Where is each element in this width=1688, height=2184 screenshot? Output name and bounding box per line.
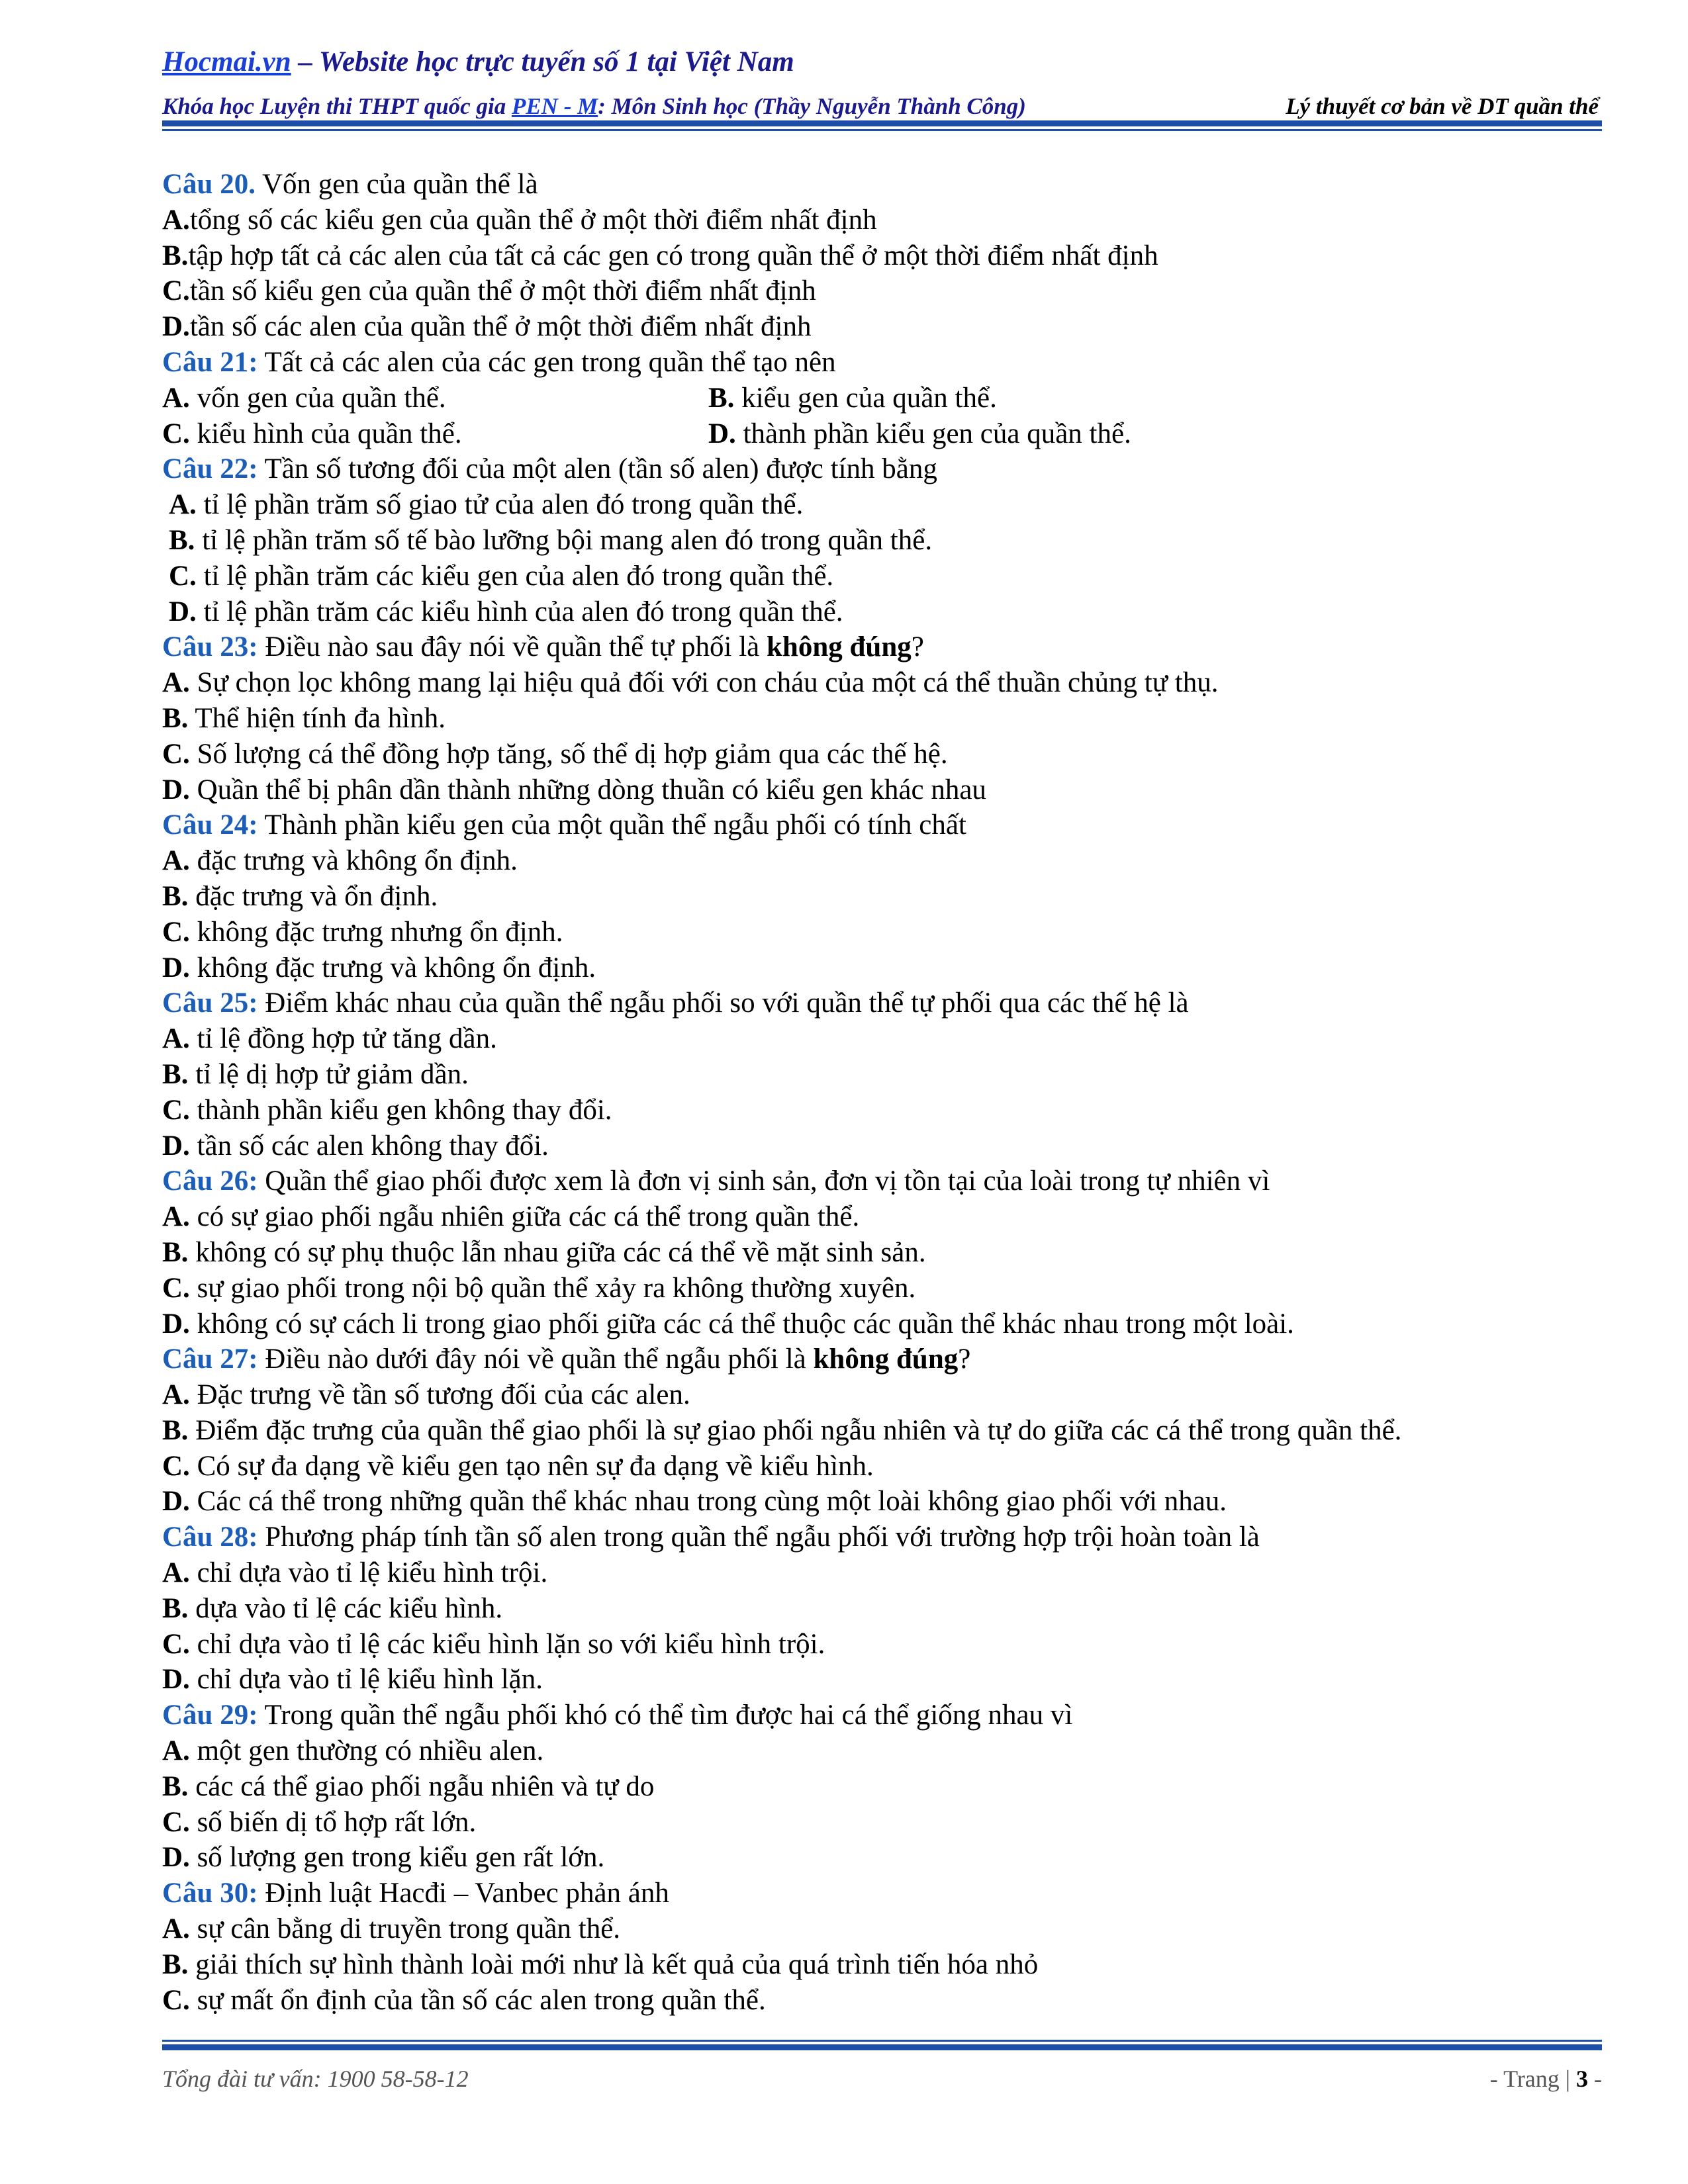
option-label: B. <box>162 1414 189 1446</box>
option-text: thành phần kiểu gen của quần thể. <box>735 418 1131 449</box>
answer-option <box>162 275 816 306</box>
option-row <box>162 1840 1605 1876</box>
option-row <box>162 1769 1605 1805</box>
option-text: chỉ dựa vào tỉ lệ kiểu hình trội. <box>189 1557 548 1589</box>
answer-option <box>162 774 986 805</box>
option-label: A. <box>162 1023 190 1055</box>
option-label: B. <box>162 1948 189 1980</box>
question-number: Câu 27: <box>162 1343 258 1375</box>
option-label: B. <box>169 524 195 556</box>
option-row <box>162 737 1605 772</box>
option-label: C. <box>162 1094 190 1126</box>
option-label: D. <box>162 952 190 983</box>
option-text: tỉ lệ phần trăm các kiểu gen của alen đó trong quần thể. <box>196 560 834 592</box>
question-number: Câu 20. <box>162 169 256 200</box>
course-line <box>162 90 1599 123</box>
answer-option <box>162 1095 612 1126</box>
question-emphasis: không đúng <box>767 631 912 663</box>
answer-option <box>162 952 596 983</box>
option-row <box>162 1662 1605 1698</box>
page-header <box>162 42 1599 123</box>
answer-option <box>162 240 1158 271</box>
question-stem <box>162 807 1605 843</box>
option-row <box>162 879 1605 915</box>
answer-option <box>169 525 932 556</box>
brand-link[interactable]: Hocmai.vn <box>162 46 291 77</box>
question-stem <box>162 451 1605 487</box>
option-row <box>162 701 1605 737</box>
footer-text <box>162 2065 1602 2098</box>
option-row <box>162 1306 1605 1342</box>
answer-option <box>162 1557 547 1588</box>
option-text: một gen thường có nhiều alen. <box>189 1735 544 1767</box>
option-row <box>162 273 1605 309</box>
option-label: A. <box>162 1379 190 1411</box>
answer-option <box>162 311 811 342</box>
answer-option <box>162 739 948 770</box>
option-text: thành phần kiểu gen không thay đổi. <box>189 1094 612 1126</box>
question-number: Câu 21: <box>162 346 258 378</box>
option-text: tỉ lệ phần trăm số tế bào lưỡng bội mang alen đó trong quần thể. <box>195 524 933 556</box>
course-suffix: : Môn Sinh học (Thầy Nguyễn Thành Công) <box>598 93 1026 119</box>
question-stem <box>162 985 1605 1021</box>
option-row <box>162 487 1605 523</box>
answer-option <box>162 1273 915 1304</box>
option-text: không có sự cách li trong giao phối giữa các cá thể thuộc các quần thể khác nhau trong một loài. <box>189 1308 1294 1340</box>
option-label: A. <box>162 382 190 414</box>
option-text: dựa vào tỉ lệ các kiểu hình. <box>188 1592 503 1624</box>
option-text: đặc trưng và không ổn định. <box>189 845 518 877</box>
option-text: chỉ dựa vào tỉ lệ các kiểu hình lặn so với kiểu hình trội. <box>189 1628 825 1660</box>
option-row <box>162 1947 1605 1983</box>
answer-option <box>162 1949 1038 1980</box>
option-label: D. <box>162 311 190 343</box>
question-stem <box>162 1163 1605 1199</box>
option-text: giải thích sự hình thành loài mới như là kết quả của quá trình tiến hóa nhỏ <box>188 1948 1039 1980</box>
header-rule <box>162 120 1602 131</box>
answer-option <box>162 1842 604 1873</box>
answer-option <box>162 1379 690 1410</box>
option-row <box>162 1128 1605 1164</box>
option-label: D. <box>162 1842 190 1874</box>
answer-option <box>169 561 833 592</box>
question-text: Định luật Hacđi – Vanbec phản ánh <box>258 1878 669 1909</box>
option-text: kiểu hình của quần thể. <box>189 418 462 449</box>
option-label: A. <box>162 667 190 699</box>
answer-option <box>162 1451 874 1482</box>
option-row <box>162 843 1605 879</box>
option-label: B. <box>162 702 189 734</box>
question-number: Câu 26: <box>162 1165 258 1197</box>
answer-option <box>162 667 1219 698</box>
option-text: tỉ lệ dị hợp tử giảm dần. <box>188 1058 469 1090</box>
answer-option <box>162 1130 549 1161</box>
option-row <box>162 416 1605 452</box>
page-number: - Trang | 3 - <box>1489 2066 1602 2092</box>
answer-option <box>169 489 803 520</box>
option-text: có sự giao phối ngẫu nhiên giữa các cá thể trong quần thể. <box>189 1201 860 1233</box>
option-label: B. <box>162 1058 189 1090</box>
option-label: C. <box>162 916 190 948</box>
option-text: số lượng gen trong kiểu gen rất lớn. <box>189 1842 605 1874</box>
option-row <box>162 1733 1605 1769</box>
option-row <box>162 1983 1605 2019</box>
option-label: C. <box>162 1272 190 1304</box>
answer-option <box>162 1985 766 2016</box>
option-row <box>162 381 1605 416</box>
footer-rule-thin <box>162 2040 1602 2042</box>
answer-option <box>162 845 518 876</box>
option-label: A. <box>162 1201 190 1233</box>
option-row <box>162 1199 1605 1235</box>
option-label: A. <box>169 489 197 521</box>
option-text: sự giao phối trong nội bộ quần thể xảy ra không thường xuyên. <box>189 1272 916 1304</box>
option-text: Thể hiện tính đa hình. <box>188 702 445 734</box>
answer-option <box>162 917 563 948</box>
option-label: C. <box>162 418 190 449</box>
option-text: tỉ lệ phần trăm số giao tử của alen đó trong quần thể. <box>196 489 804 521</box>
question-stem <box>162 1876 1605 1911</box>
option-label: C. <box>162 1806 190 1838</box>
question-stem <box>162 167 1605 203</box>
answer-option <box>162 205 877 236</box>
course-prefix: Khóa học Luyện thi THPT quốc gia <box>162 93 512 119</box>
option-text: Đặc trưng về tần số tương đối của các alen. <box>189 1379 690 1411</box>
option-text: Quần thể bị phân dần thành những dòng thuần có kiểu gen khác nhau <box>189 774 986 805</box>
option-text: chỉ dựa vào tỉ lệ kiểu hình lặn. <box>189 1664 543 1696</box>
option-row <box>162 1271 1605 1306</box>
option-label: C. <box>162 1450 190 1482</box>
option-row <box>162 915 1605 950</box>
option-row <box>162 1093 1605 1128</box>
option-label: D. <box>162 1308 190 1340</box>
answer-option <box>162 1415 1401 1446</box>
option-text: vốn gen của quần thể. <box>189 382 446 414</box>
question-number: Câu 22: <box>162 453 258 485</box>
option-label: D. <box>162 1664 190 1696</box>
option-label: C. <box>162 1984 190 2016</box>
option-label: D. <box>169 596 197 627</box>
option-text: không đặc trưng và không ổn định. <box>189 952 596 983</box>
site-line <box>162 42 1599 82</box>
pen-link[interactable]: PEN - M <box>511 93 598 119</box>
question-number: Câu 28: <box>162 1522 258 1553</box>
answer-option <box>162 1593 502 1624</box>
option-text: Sự chọn lọc không mang lại hiệu quả đối với con cháu của một cá thể thuần chủng tự thụ. <box>189 667 1219 699</box>
option-text: sự mất ổn định của tần số các alen trong quần thể. <box>189 1984 766 2016</box>
option-text: số biến dị tổ hợp rất lớn. <box>189 1806 477 1838</box>
question-stem <box>162 1342 1605 1377</box>
answer-option <box>162 418 462 449</box>
option-label: C. <box>162 1628 190 1660</box>
option-label: B. <box>162 1770 189 1802</box>
option-row <box>162 665 1605 701</box>
option-text: kiểu gen của quần thể. <box>734 382 997 414</box>
question-stem <box>162 345 1605 381</box>
option-label: D. <box>162 1486 190 1518</box>
option-label: A. <box>162 1913 190 1945</box>
option-text: Có sự đa dạng về kiểu gen tạo nên sự đa dạng về kiểu hình. <box>189 1450 874 1482</box>
answer-option <box>162 1237 926 1268</box>
option-label: A. <box>162 204 190 236</box>
option-label: C. <box>169 560 197 592</box>
answer-option <box>708 383 997 414</box>
question-number: Câu 29: <box>162 1700 258 1731</box>
option-text: sự cân bằng di truyền trong quần thể. <box>189 1913 621 1945</box>
question-number: Câu 25: <box>162 987 258 1019</box>
answer-option <box>162 1664 543 1695</box>
option-row <box>162 1484 1605 1520</box>
question-emphasis: không đúng <box>813 1343 959 1375</box>
option-text: tỉ lệ đồng hợp tử tăng dần. <box>189 1023 497 1055</box>
question-stem <box>162 1698 1605 1733</box>
option-row <box>162 772 1605 808</box>
option-text: đặc trưng và ổn định. <box>188 880 438 912</box>
question-text: Thành phần kiểu gen của một quần thể ngẫu phối có tính chất <box>258 809 966 841</box>
question-text: Điểm khác nhau của quần thể ngẫu phối so với quần thể tự phối qua các thế hệ là <box>258 987 1189 1019</box>
option-row <box>162 1805 1605 1841</box>
answer-option <box>162 1059 469 1090</box>
option-row <box>162 1449 1605 1484</box>
option-label: C. <box>162 275 190 307</box>
header-rule-thick <box>162 120 1602 126</box>
answer-option <box>162 1308 1294 1340</box>
question-text: Điều nào sau đây nói về quần thể tự phối là <box>258 631 767 663</box>
option-label: B. <box>162 1236 189 1268</box>
question-text: Trong quần thể ngẫu phối khó có thể tìm được hai cá thể giống nhau vì <box>258 1700 1073 1731</box>
answer-option <box>162 1771 654 1802</box>
option-text: không có sự phụ thuộc lẫn nhau giữa các cá thể về mặt sinh sản. <box>188 1236 926 1268</box>
answer-option <box>162 881 438 912</box>
answer-option <box>162 1807 476 1838</box>
answer-option <box>162 1486 1227 1517</box>
answer-option <box>162 1201 859 1232</box>
answer-option <box>162 1913 620 1944</box>
option-text: tần số các alen của quần thể ở một thời điểm nhất định <box>189 311 812 343</box>
question-text: Quần thể giao phối được xem là đơn vị sinh sản, đơn vị tồn tại của loài trong tự nhiên vì <box>258 1165 1270 1197</box>
question-number: Câu 23: <box>162 631 258 663</box>
tagline: – Website học trực tuyến số 1 tại Việt Nam <box>291 46 794 77</box>
option-label: B. <box>162 1592 189 1624</box>
option-text: không đặc trưng nhưng ổn định. <box>189 916 563 948</box>
question-text: Tất cả các alen của các gen trong quần thể tạo nên <box>258 346 836 378</box>
answer-option <box>162 1023 497 1054</box>
question-text: Tần số tương đối của một alen (tần số alen) được tính bằng <box>258 453 937 485</box>
answer-option <box>162 703 445 734</box>
option-row <box>162 1911 1605 1947</box>
option-text: tần số các alen không thay đổi. <box>189 1130 549 1161</box>
option-row <box>162 203 1605 238</box>
question-text: Vốn gen của quần thể là <box>255 169 538 200</box>
option-label: A. <box>162 845 190 877</box>
option-row <box>162 1591 1605 1627</box>
question-number: Câu 24: <box>162 809 258 841</box>
option-label: D. <box>162 1130 190 1161</box>
option-label: A. <box>162 1557 190 1589</box>
option-label: C. <box>162 738 190 770</box>
option-label: B. <box>162 880 189 912</box>
option-row <box>162 1555 1605 1591</box>
topic-title: Lý thuyết cơ bản về DT quần thể <box>1286 93 1599 119</box>
question-stem <box>162 629 1605 665</box>
option-row <box>162 1235 1605 1271</box>
header-rule-thin <box>162 129 1602 131</box>
answer-option <box>162 1629 825 1660</box>
option-label: D. <box>708 418 736 449</box>
option-row <box>162 523 1605 559</box>
option-row <box>162 950 1605 986</box>
option-text: các cá thể giao phối ngẫu nhiên và tự do <box>188 1770 655 1802</box>
option-row <box>162 309 1605 345</box>
answer-option <box>162 1735 543 1766</box>
option-row <box>162 594 1605 630</box>
question-list <box>162 167 1605 2018</box>
question-text: Điều nào dưới đây nói về quần thể ngẫu phối là <box>258 1343 814 1375</box>
option-text: tập hợp tất cả các alen của tất cả các gen có trong quần thể ở một thời điểm nhất định <box>188 240 1158 271</box>
page-footer <box>162 2040 1602 2098</box>
option-row <box>162 1413 1605 1449</box>
footer-rule-thick <box>162 2044 1602 2050</box>
option-text: Các cá thể trong những quần thể khác nhau trong cùng một loài không giao phối với nhau. <box>189 1486 1227 1518</box>
option-row <box>162 1627 1605 1662</box>
question-end: ? <box>958 1343 971 1375</box>
question-stem <box>162 1520 1605 1555</box>
option-row <box>162 1377 1605 1413</box>
question-end: ? <box>911 631 924 663</box>
question-number: Câu 30: <box>162 1878 258 1909</box>
answer-option <box>162 383 446 414</box>
question-text: Phương pháp tính tần số alen trong quần thể ngẫu phối với trường hợp trội hoàn toàn là <box>258 1522 1260 1553</box>
option-label: D. <box>162 774 190 805</box>
option-row <box>162 1021 1605 1057</box>
option-label: B. <box>708 382 735 414</box>
option-text: Số lượng cá thể đồng hợp tăng, số thể dị hợp giảm qua các thế hệ. <box>189 738 948 770</box>
option-row <box>162 1057 1605 1093</box>
answer-option <box>169 596 843 627</box>
option-text: tỉ lệ phần trăm các kiểu hình của alen đó trong quần thể. <box>196 596 843 627</box>
option-text: tổng số các kiểu gen của quần thể ở một thời điểm nhất định <box>189 204 877 236</box>
option-label: A. <box>162 1735 190 1767</box>
option-row <box>162 559 1605 594</box>
option-label: B. <box>162 240 189 271</box>
option-text: tần số kiểu gen của quần thể ở một thời điểm nhất định <box>189 275 816 307</box>
option-row <box>162 238 1605 274</box>
answer-option <box>708 418 1131 449</box>
hotline: Tổng đài tư vấn: 1900 58-58-12 <box>162 2066 469 2092</box>
option-text: Điểm đặc trưng của quần thể giao phối là sự giao phối ngẫu nhiên và tự do giữa các cá thể trong quần thể. <box>188 1414 1402 1446</box>
